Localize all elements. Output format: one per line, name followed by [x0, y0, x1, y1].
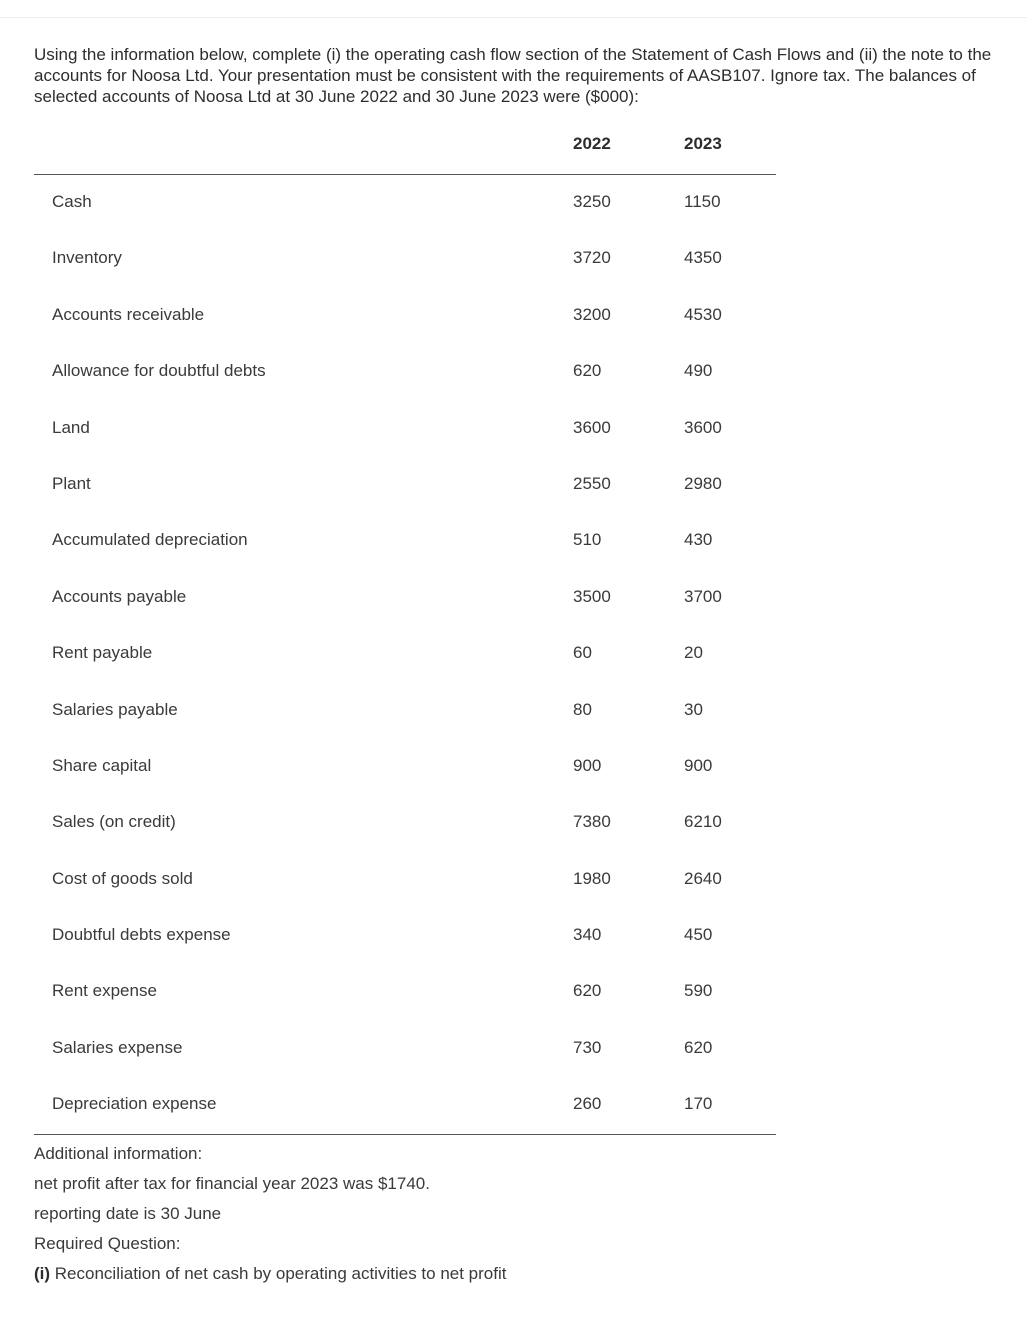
top-divider	[0, 17, 1027, 18]
table-row	[0, 683, 1027, 739]
table-bottom-rule	[34, 1134, 776, 1135]
table-row	[0, 1021, 1027, 1077]
balances-table	[0, 175, 1027, 1134]
value-2022: 3500	[573, 586, 611, 606]
table-row	[0, 626, 1027, 682]
value-2023: 170	[684, 1094, 713, 1114]
table-row	[0, 570, 1027, 626]
value-2022: 620	[573, 981, 602, 1001]
account-label: Salaries payable	[52, 699, 178, 719]
question-text: Reconciliation of net cash by operating activities to net profit	[50, 1264, 507, 1283]
value-2023: 30	[684, 699, 703, 719]
value-2022: 2550	[573, 473, 611, 493]
value-2022: 80	[573, 699, 592, 719]
account-label: Share capital	[52, 755, 152, 775]
value-2022: 900	[573, 755, 602, 775]
account-label: Depreciation expense	[52, 1094, 217, 1114]
value-2023: 4350	[684, 248, 722, 268]
account-label: Accumulated depreciation	[52, 530, 248, 550]
account-label: Salaries expense	[52, 1037, 183, 1057]
additional-information	[34, 1143, 934, 1293]
question-intro: Using the information below, complete (i) the operating cash flow section of the Statement of Cash Flows and (ii) the note to the accounts for Noosa Ltd. Your presentation must be consistent with the requirements of AASB107. Ignore tax. The balances of selected accounts of Noosa Ltd at 30 June 2022 and 30 June 2023 were ($000):	[34, 45, 992, 106]
value-2022: 510	[573, 530, 602, 550]
table-row	[0, 908, 1027, 964]
net-profit-note: net profit after tax for financial year 2023 was $1740.	[34, 1174, 430, 1193]
value-2022: 3200	[573, 304, 611, 324]
value-2022: 340	[573, 925, 602, 945]
account-label: Plant	[52, 473, 91, 493]
additional-heading: Additional information:	[34, 1144, 203, 1163]
value-2023: 490	[684, 361, 713, 381]
account-label: Cash	[52, 192, 92, 211]
value-2023: 3600	[684, 417, 722, 437]
value-2022: 260	[573, 1094, 602, 1114]
account-label: Allowance for doubtful debts	[52, 361, 266, 381]
value-2023: 590	[684, 981, 713, 1001]
value-2023: 2980	[684, 473, 722, 493]
value-2022: 3600	[573, 417, 611, 437]
value-2023: 1150	[684, 192, 721, 211]
question-number: (i)	[34, 1264, 51, 1283]
value-2022: 3250	[573, 192, 611, 211]
value-2022: 620	[573, 361, 602, 381]
value-2022: 7380	[573, 812, 611, 832]
account-label: Accounts receivable	[52, 304, 205, 324]
value-2023: 4530	[684, 304, 722, 324]
required-heading: Required Question:	[34, 1234, 181, 1253]
account-label: Cost of goods sold	[52, 868, 193, 888]
table-row	[0, 175, 1027, 231]
value-2023: 900	[684, 755, 713, 775]
table-row	[0, 513, 1027, 569]
reporting-date-note: reporting date is 30 June	[34, 1204, 222, 1223]
value-2023: 450	[684, 925, 713, 945]
column-header-2023: 2023	[684, 134, 722, 153]
value-2022: 1980	[573, 868, 611, 888]
table-row	[0, 964, 1027, 1020]
value-2023: 3700	[684, 586, 722, 606]
table-row	[0, 739, 1027, 795]
account-label: Inventory	[52, 248, 122, 268]
account-label: Sales (on credit)	[52, 812, 176, 832]
table-row	[0, 1077, 1027, 1133]
table-row	[0, 288, 1027, 344]
table-row	[0, 344, 1027, 400]
value-2023: 20	[684, 643, 703, 663]
value-2022: 3720	[573, 248, 611, 268]
account-label: Land	[52, 417, 90, 437]
required-question	[34, 1263, 934, 1293]
account-label: Rent expense	[52, 981, 157, 1001]
value-2022: 60	[573, 643, 592, 663]
value-2022: 730	[573, 1037, 602, 1057]
table-row	[0, 231, 1027, 287]
value-2023: 430	[684, 530, 713, 550]
value-2023: 620	[684, 1037, 713, 1057]
table-row	[0, 852, 1027, 908]
table-row	[0, 457, 1027, 513]
table-row	[0, 401, 1027, 457]
table-row	[0, 795, 1027, 851]
column-header-2022: 2022	[573, 134, 611, 153]
value-2023: 2640	[684, 868, 722, 888]
account-label: Doubtful debts expense	[52, 925, 231, 945]
account-label: Accounts payable	[52, 586, 187, 606]
account-label: Rent payable	[52, 643, 153, 663]
value-2023: 6210	[684, 812, 722, 832]
